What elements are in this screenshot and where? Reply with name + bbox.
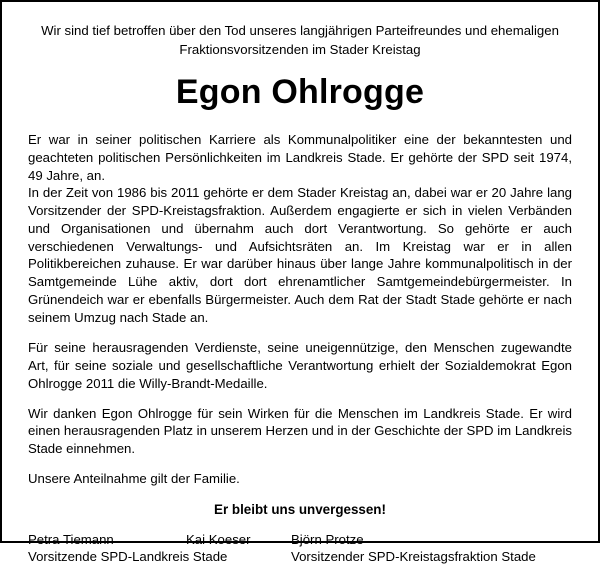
- unforgotten-line: Er bleibt uns unvergessen!: [214, 501, 386, 517]
- signer-role: Vorsitzende SPD-Landkreis Stade: [28, 549, 228, 565]
- intro-text: Wir sind tief betroffen über den Tod unseres langjährigen Parteifreundes und ehemaligen Fraktionsvorsitzenden im Stader Kreistag: [41, 23, 559, 57]
- signer: [186, 531, 291, 566]
- biography-paragraph-2: In der Zeit von 1986 bis 2011 gehörte er dem Stader Kreistag an, dabei war er 20 Jahre lang Vorsitzender der SPD-Kreistagsfraktion. Außerdem engagierte er sich in vielen Verbänden und Organisationen und übernahm auch dort Verantwortung. So gehörte er auch verschiedenen Verwaltungs- und Aufsichtsräten an. Im Kreistag war er in allen Politikbereichen zuhause. Er war darüber hinaus über lange Jahre kommunalpolitisch in der Samtgemeinde Lühe aktiv, dort dort ehrenamtlicher Samtgemeindebürgermeister. In Grünendeich war er ebenfalls Bürgermeister. Auch dem Rat der Stadt Stade gehörte er nach seinem Umzug nach Stade an.: [28, 185, 572, 325]
- signer-name: Petra Tiemann: [28, 531, 114, 547]
- biography-paragraph-1: Er war in seiner politischen Karriere als Kommunalpolitiker eine der bekanntesten und geachteten politischen Persönlichkeiten im Landkreis Stade. Er gehörte der SPD seit 1974, 49 Jahre, an.: [28, 132, 572, 183]
- deceased-name: Egon Ohlrogge: [175, 73, 425, 112]
- signature-block: [28, 531, 572, 566]
- condolence-line: Unsere Anteilnahme gilt der Familie.: [28, 470, 240, 486]
- signer-name: Björn Protze: [291, 531, 364, 547]
- honors-paragraph: Für seine herausragenden Verdienste, seine uneigennützige, den Menschen zugewandte Art, für seine soziale und gesellschaftliche Verantwortung erhielt der Sozialdemokrat Egon Ohlrogge 2011 die Willy-Brandt-Medaille.: [28, 340, 572, 391]
- signer-name: Kai Koeser: [186, 531, 251, 547]
- thanks-paragraph: Wir danken Egon Ohlrogge für sein Wirken für die Menschen im Landkreis Stade. Er wird einen herausragenden Platz in unserem Herzen und in der Geschichte der SPD im Landkreis Stade einnehmen.: [28, 405, 572, 457]
- signer-role: Vorsitzender SPD-Kreistagsfraktion Stade: [291, 549, 536, 565]
- signer: [291, 531, 572, 566]
